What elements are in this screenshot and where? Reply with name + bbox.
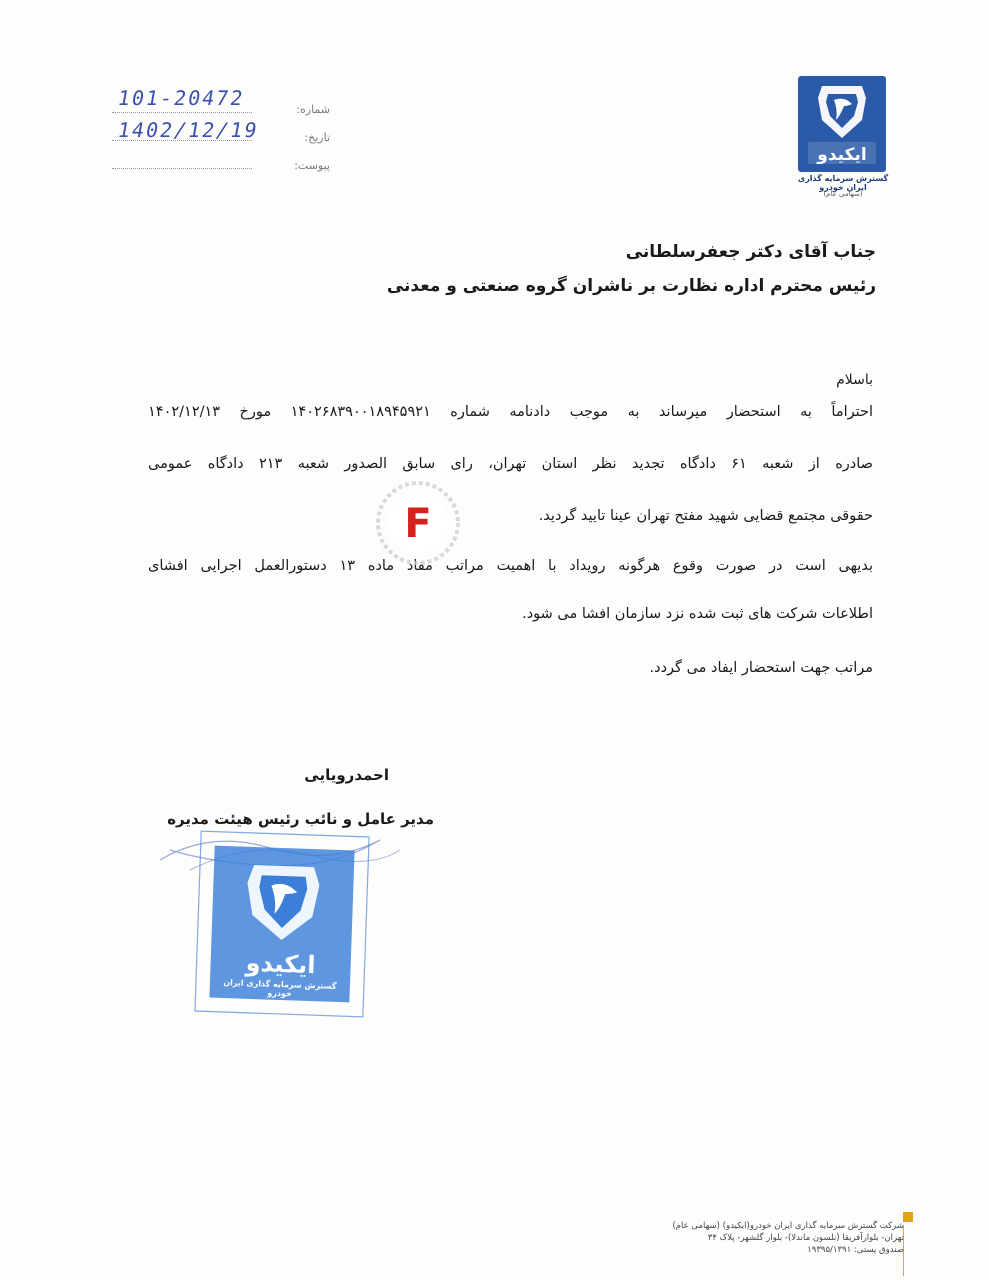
footer-address (644, 1220, 904, 1256)
footer-line-3: صندوق پستی: ۱۹۳۹۵/۱۳۹۱ (807, 1245, 904, 1255)
logo-caption: گسترش سرمایه گذاری ایران خودرو (797, 174, 889, 192)
date-label: تاریخ: (304, 131, 330, 144)
body-line-2: صادره از شعبه ۶۱ دادگاه تجدید نظر استان تهران، رای سابق الصدور شعبه ۲۱۳ دادگاه عمومی (148, 456, 873, 472)
footer-line-1: شرکت گسترش سرمایه گذاری ایران خودرو(ایکیدو) (سهامی عام) (672, 1221, 904, 1231)
signatory-name: احمدرویایی (304, 766, 389, 784)
letter-meta (250, 96, 330, 180)
number-dotted-line (112, 112, 252, 113)
recipient-title: رئیس محترم اداره نظارت بر ناشران گروه صنعتی و معدنی (386, 276, 876, 296)
number-label: شماره: (296, 103, 330, 116)
logo-brand-text: ایکیدو (817, 145, 867, 165)
body-line-5: اطلاعات شرکت های ثبت شده نزد سازمان افشا می شود. (522, 606, 873, 622)
handwritten-date: 1402/12/19 (115, 118, 261, 142)
body-line-4: بدیهی است در صورت وقوع هرگونه رویداد با اهمیت مراتب مفاد ماده ۱۳ دستورالعمل اجرایی افشای (148, 558, 873, 574)
f-letter: F (404, 501, 432, 547)
company-logo (798, 76, 886, 172)
body-line-1: احتراماً به استحضار میرساند به موجب دادنامه شماره ۱۴۰۲۶۸۳۹۰۰۱۸۹۴۵۹۲۱ مورخ ۱۴۰۲/۱۲/۱۳ (148, 404, 873, 420)
handwritten-number: 101-20472 (115, 86, 247, 110)
signatory-title: مدیر عامل و نائب رئیس هیئت مدیره (167, 810, 434, 828)
attachment-label: پیوست: (294, 159, 330, 172)
recipient-name: جناب آقای دکتر جعفرسلطانی (625, 242, 876, 262)
attachment-dotted-line (112, 168, 252, 169)
footer-accent-mark (903, 1212, 913, 1222)
body-line-6: مراتب جهت استحضار ایفاد می گردد. (649, 660, 873, 676)
greeting: باسلام (836, 372, 873, 388)
horse-shield-icon (798, 76, 886, 172)
company-stamp (189, 827, 376, 1023)
stamp-brand-text: ایکیدو (245, 948, 316, 980)
stamp-caption: گسترش سرمایه گذاری ایران خودرو (223, 977, 337, 999)
footer-line-2: تهران- بلوارآفریقا (نلسون ماندلا)- بلوار گلشهر- پلاک ۳۴ (707, 1233, 904, 1243)
f-stamp-icon (375, 480, 461, 566)
logo-subcaption: (سهامی عام) (823, 190, 863, 198)
body-line-3: حقوقی مجتمع قضایی شهید مفتح تهران عینا تایید گردید. (538, 508, 873, 524)
